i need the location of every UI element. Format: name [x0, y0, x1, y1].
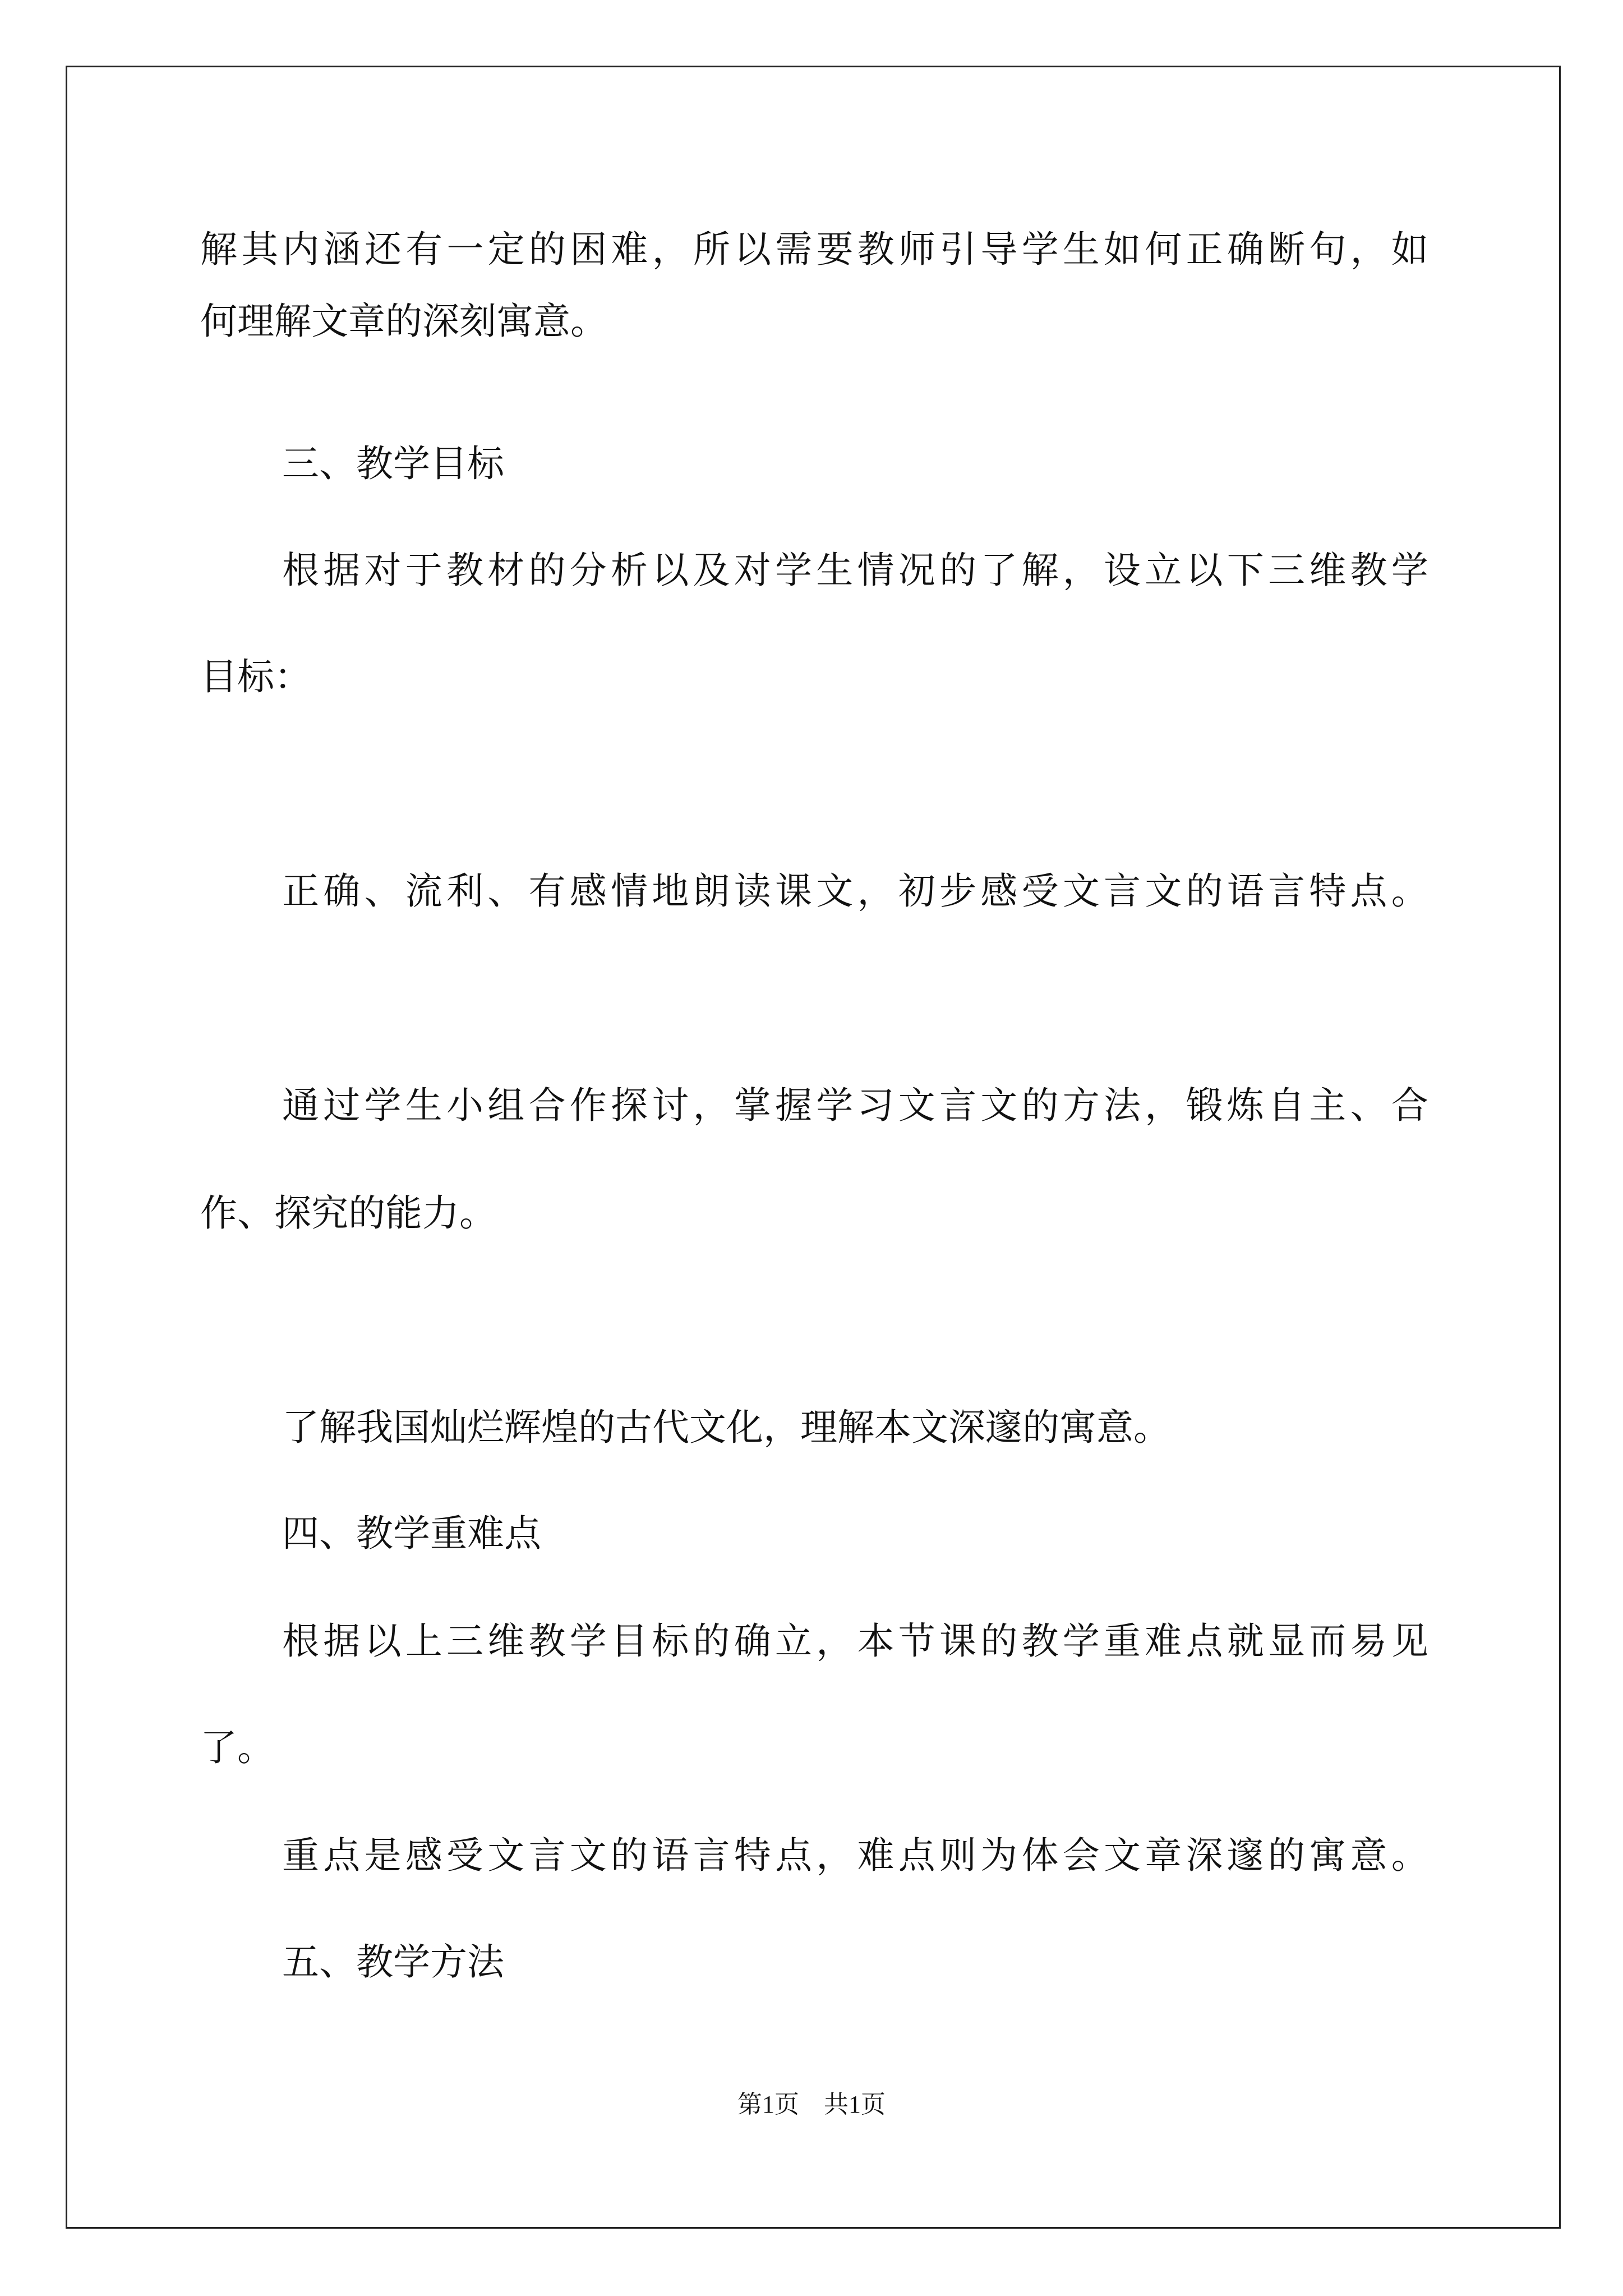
page-number-footer: 第1页 共1页 — [737, 2091, 886, 2118]
list-item: 通 过 学 生 小 组 合 作 探 讨 ， 掌 握 学 习 文 言 文 的 方 法 ， 锻 炼 自 主 、 合 — [282, 1084, 1428, 1127]
paragraph-line: 根 据 对 于 教 材 的 分 析 以 及 对 学 生 情 况 的 了 解 ， 设 立 以 下 三 维 教 学 — [282, 549, 1428, 592]
paragraph-line: 了。 — [200, 1726, 274, 1769]
section-heading: 四、教学重难点 — [282, 1512, 541, 1555]
section-heading: 三、教学目标 — [282, 442, 504, 485]
paragraph-line: 重 点 是 感 受 文 言 文 的 语 言 特 点 ， 难 点 则 为 体 会 文 章 深 邃 的 寓 意 。 — [282, 1834, 1428, 1877]
paragraph-line: 何理解文章的深刻寓意。 — [200, 300, 607, 343]
paragraph-line: 根 据 以 上 三 维 教 学 目 标 的 确 立 ， 本 节 课 的 教 学 重 难 点 就 显 而 易 见 — [282, 1619, 1428, 1663]
paragraph-line: 解 其 内 涵 还 有 一 定 的 困 难 ， 所 以 需 要 教 师 引 导 学 生 如 何 正 确 断 句 ， 如 — [200, 228, 1428, 271]
page-frame — [66, 66, 1561, 2229]
list-item-continuation: 作、探究的能力。 — [200, 1191, 496, 1235]
list-item: 正 确 、 流 利 、 有 感 情 地 朗 读 课 文 ， 初 步 感 受 文 言 文 的 语 言 特 点 。 — [282, 869, 1428, 913]
list-item: 了解我国灿烂辉煌的古代文化，理解本文深邃的寓意。 — [282, 1406, 1170, 1449]
paragraph-line: 目标： — [200, 655, 311, 698]
section-heading: 五、教学方法 — [282, 1940, 504, 1984]
